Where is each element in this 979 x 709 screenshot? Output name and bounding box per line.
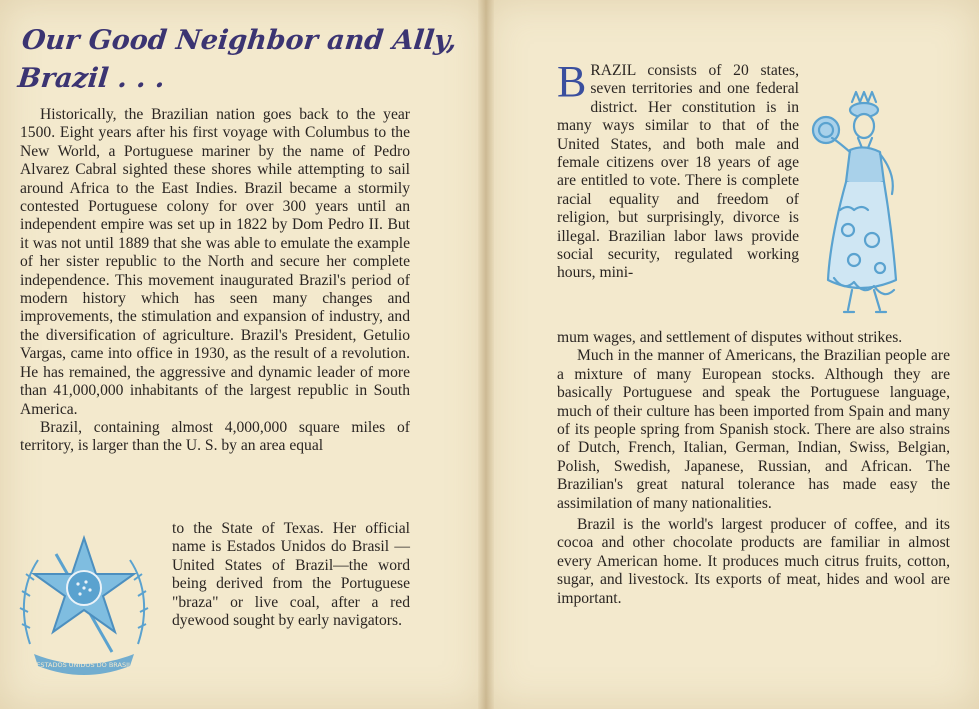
constitution-text: RAZIL consists of 20 states, seven territories and one federal district. Her constitution is in many ways similar to that of the United States, and both male and female citizens over 18 years of age are entitled to vote. There is complete racial equality and freedom of religion, but surprisingly, divorce is illegal. Brazilian labor laws provide social security, regulated working hours, mini- (557, 62, 799, 282)
emblem-text: ESTADOS UNIDOS DO BRASIL (36, 661, 132, 669)
title-line-1: Our Good Neighbor and Ally, (20, 25, 459, 56)
title-line-2: Brazil . . . (16, 63, 167, 94)
right-body-top (557, 57, 799, 283)
territory-paragraph: Brazil, containing almost 4,000,000 square miles of territory, is larger than the U. S. by an area equal (20, 418, 410, 455)
history-paragraph: Historically, the Brazilian nation goes back to the year 1500. Eight years after his first voyage with Columbus to the New World, a Portuguese mariner by the name of Pedro Alvarez Cabral sighted these shores while attempting to sail around Africa to the East Indies. Brazil became a stormily contested Portuguese colony for over 300 years until an independent empire was set up in 1822 by Dom Pedro II. But it was not until 1889 that she was able to emulate the example of her sister republic to the North and secure her complete independence. This movement inaugurated Brazil's period of modern history which has seen many changes and improvements, the stimulation and expansion of industry, and the diversification of agriculture. Brazil's President, Getulio Vargas, came into office in 1930, as the result of a revolution. He has remained, the aggressive and dynamic leader of more than 41,000,000 inhabitants of the largest republic in South America. (20, 106, 410, 418)
left-body (20, 106, 410, 456)
page-title (16, 22, 464, 98)
dancer-illustration-icon (800, 90, 912, 320)
territory-paragraph-wrap (172, 520, 410, 630)
territory-paragraph-continued: to the State of Texas. Her official name is Estados Unidos do Brasil — United States of Brazil—the word being derived from the Portuguese "braza" or live coal, after a red dyewood sought by early navigators. (172, 520, 410, 630)
constitution-paragraph-end: mum wages, and settlement of disputes without strikes. (557, 329, 903, 346)
page-gutter (478, 0, 494, 709)
products-paragraph: Brazil is the world's largest producer of coffee, and its cocoa and other chocolate products are familiar in almost every American home. It produces much citrus fruits, cotton, sugar, and livestock. Its exports of meat, hides and wool are important. (557, 516, 950, 607)
drop-cap: B (557, 57, 587, 106)
right-body-bottom (557, 329, 950, 608)
people-paragraph: Much in the manner of Americans, the Brazilian people are a mixture of many European stocks. Although they are basically Portuguese and speak the Portuguese language, much of their culture has been imported from Spain and many of its people spring from Spanish stock. There are also strains of Dutch, French, Italian, German, Indian, Swiss, Belgian, Polish, Swedish, Japanese, Russian, and African. The Brazilian's great natural tolerance has made easy the assimilation of many nationalities. (557, 347, 950, 512)
constitution-paragraph (557, 57, 799, 283)
coat-of-arms-icon (16, 524, 152, 684)
